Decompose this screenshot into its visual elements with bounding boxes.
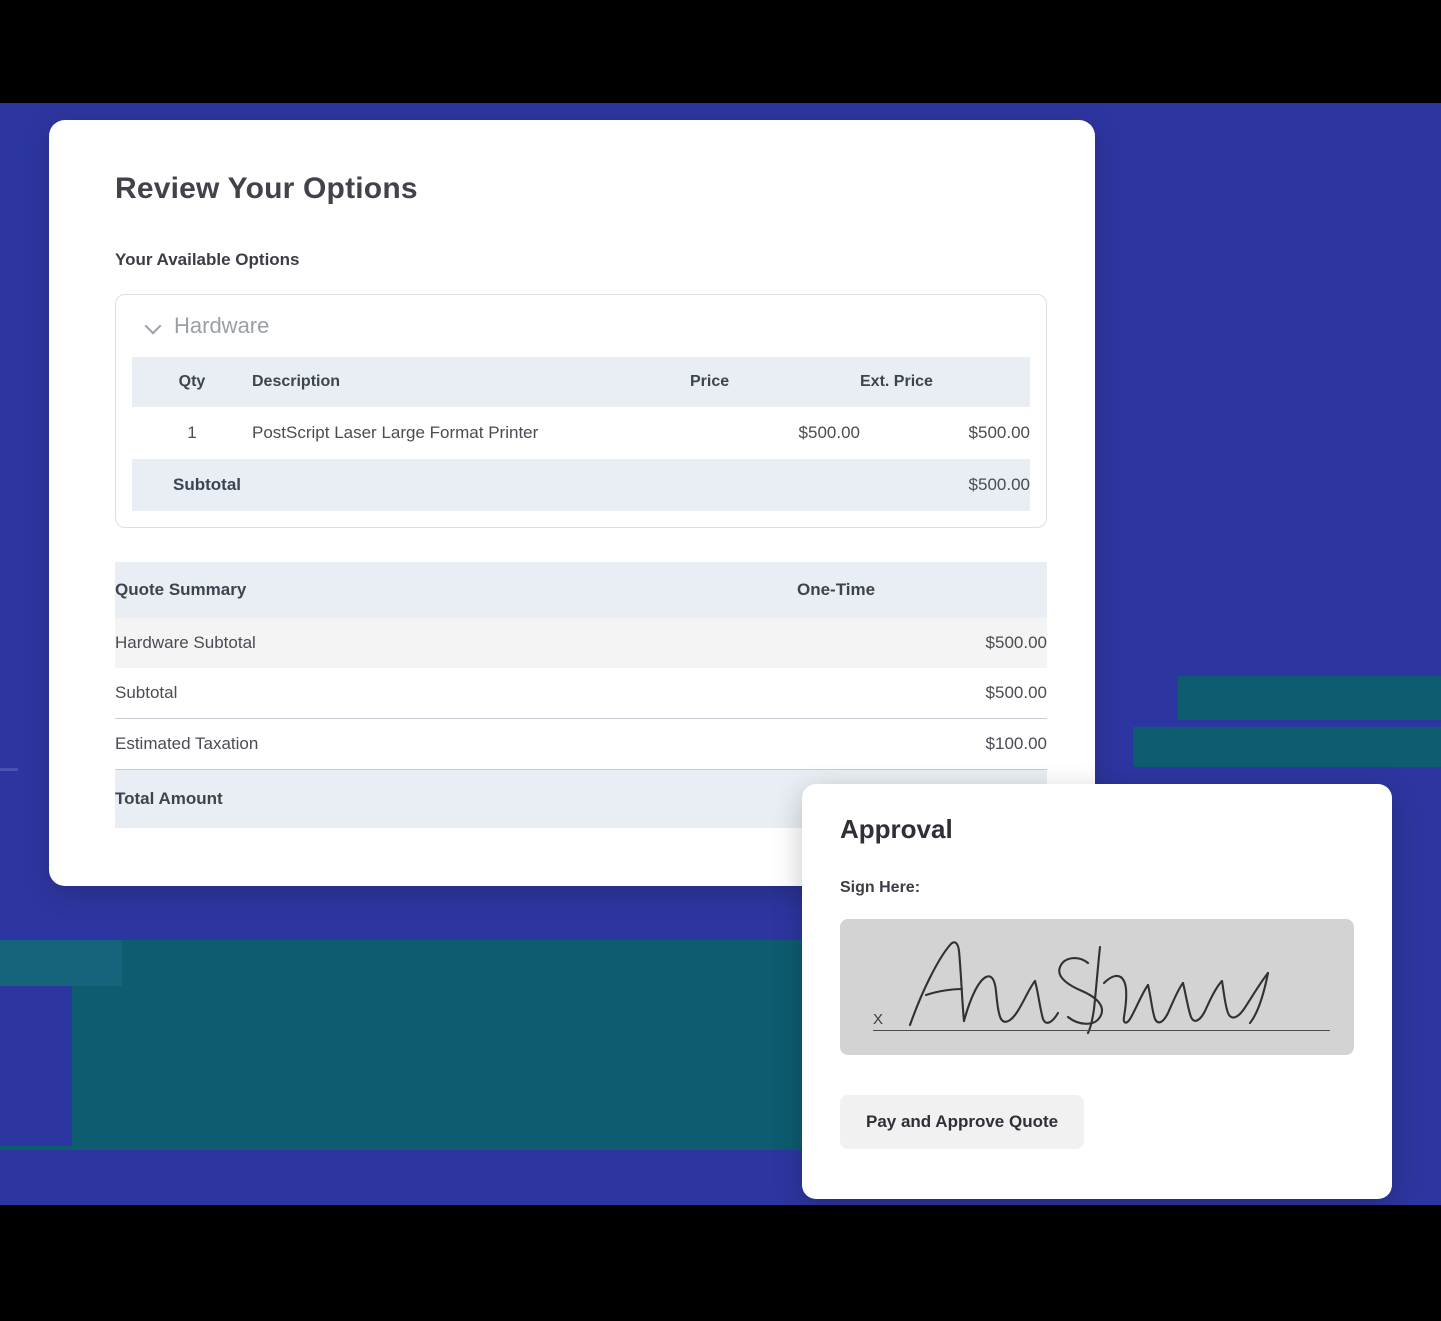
summary-value-estimated-taxation: $100.00 <box>797 719 1047 770</box>
column-header-price: Price <box>690 357 860 407</box>
cell-description: PostScript Laser Large Format Printer <box>252 423 539 442</box>
background-teal-step-notch <box>0 986 72 1146</box>
options-group-box <box>115 294 1047 528</box>
group-subtotal-value: $500.00 <box>860 459 1030 511</box>
background-teal-bar-right-lower <box>1133 727 1441 767</box>
signature-x-marker: X <box>873 1011 884 1028</box>
summary-label-total-amount: Total Amount <box>115 770 797 829</box>
signature-baseline <box>873 1030 1330 1032</box>
background-teal-step-upper <box>0 940 122 986</box>
group-subtotal-row <box>132 459 1030 511</box>
table-row <box>132 407 1030 459</box>
summary-header-row <box>115 562 1047 618</box>
approval-title: Approval <box>840 814 953 844</box>
cell-qty: 1 <box>187 423 197 442</box>
sign-here-label: Sign Here: <box>840 879 921 896</box>
table-header-row <box>132 357 1030 407</box>
cell-ext-price: $500.00 <box>968 423 1030 442</box>
line-items-table <box>132 357 1030 511</box>
group-subtotal-label: Subtotal <box>132 459 252 511</box>
quote-card <box>49 120 1095 886</box>
available-options-label: Your Available Options <box>115 250 300 269</box>
hardware-group-label: Hardware <box>174 313 270 338</box>
background-bottom-letterbox <box>0 1205 1441 1321</box>
line-items-body <box>132 407 1030 511</box>
quote-card-body <box>49 120 1095 828</box>
column-header-ext-price: Ext. Price <box>860 357 1030 407</box>
signature-pad[interactable] <box>840 919 1354 1055</box>
quote-summary-header <box>115 562 1047 618</box>
summary-header-label: Quote Summary <box>115 562 797 618</box>
background-teal-bar-right-upper <box>1178 676 1441 720</box>
chevron-down-icon[interactable] <box>146 318 162 334</box>
summary-header-value: One-Time <box>797 562 1047 618</box>
summary-label-hardware-subtotal: Hardware Subtotal <box>115 618 797 668</box>
summary-row-subtotal <box>115 668 1047 719</box>
group-subtotal-spacer-2 <box>690 459 860 511</box>
approval-card <box>802 784 1392 1199</box>
column-header-description: Description <box>252 357 690 407</box>
hardware-group-toggle[interactable] <box>132 313 1030 357</box>
summary-label-subtotal: Subtotal <box>115 668 797 719</box>
column-header-qty: Qty <box>132 357 252 407</box>
summary-row-hardware-subtotal <box>115 618 1047 668</box>
summary-value-hardware-subtotal: $500.00 <box>797 618 1047 668</box>
summary-value-subtotal: $500.00 <box>797 668 1047 719</box>
cell-price: $500.00 <box>798 423 860 442</box>
background-top-letterbox <box>0 0 1441 103</box>
summary-row-estimated-taxation <box>115 719 1047 770</box>
pay-and-approve-quote-button[interactable]: Pay and Approve Quote <box>840 1095 1084 1149</box>
group-subtotal-spacer <box>252 459 690 511</box>
page-title: Review Your Options <box>115 172 418 205</box>
background-accent-line <box>0 768 18 771</box>
line-items-header <box>132 357 1030 407</box>
summary-label-estimated-taxation: Estimated Taxation <box>115 719 797 770</box>
signature-ink <box>892 929 1312 1041</box>
